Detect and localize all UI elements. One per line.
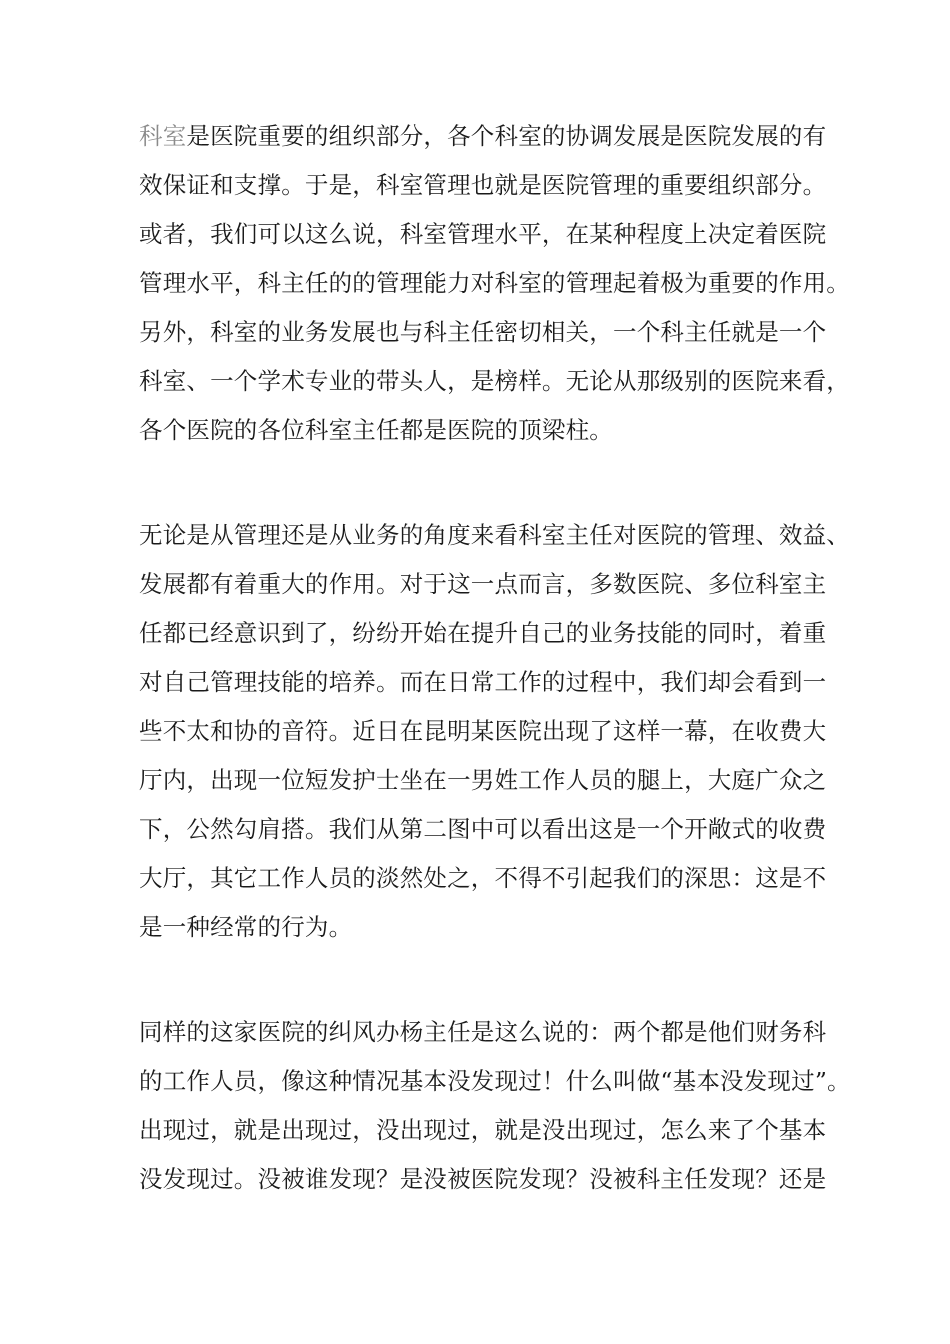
- text-line: 出现过，就是出现过，没出现过，就是没出现过，怎么来了个基本: [139, 1116, 827, 1144]
- text-line: 科室、一个学术专业的带头人，是榜样。无论从那级别的医院来看，: [139, 367, 850, 395]
- text-line: 效保证和支撑。于是，科室管理也就是医院管理的重要组织部分。: [139, 171, 827, 199]
- text-line: 发展都有着重大的作用。对于这一点而言，多数医院、多位科室主: [139, 570, 827, 598]
- text-line: 大厅，其它工作人员的淡然处之，不得不引起我们的深思：这是不: [139, 864, 827, 892]
- text-line: 些不太和协的音符。近日在昆明某医院出现了这样一幕，在收费大: [139, 717, 827, 745]
- paragraph-2: [139, 511, 859, 952]
- keyword-link[interactable]: 科室: [139, 122, 187, 150]
- text-line: 的工作人员，像这种情况基本没发现过！什么叫做“基本没发现过”。: [139, 1067, 851, 1095]
- text-line: 没发现过。没被谁发现？是没被医院发现？没被科主任发现？还是: [139, 1165, 827, 1193]
- text-line: 对自己管理技能的培养。而在日常工作的过程中，我们却会看到一: [139, 668, 827, 696]
- text-line: 或者，我们可以这么说，科室管理水平，在某种程度上决定着医院: [139, 220, 827, 248]
- text-line: 下，公然勾肩搭。我们从第二图中可以看出这是一个开敞式的收费: [139, 815, 827, 843]
- text-line: 无论是从管理还是从业务的角度来看科室主任对医院的管理、效益、: [139, 521, 850, 549]
- paragraph-3: [139, 1008, 859, 1204]
- text-line: 另外，科室的业务发展也与科主任密切相关，一个科主任就是一个: [139, 318, 827, 346]
- text-line: 各个医院的各位科室主任都是医院的顶梁柱。: [139, 416, 613, 444]
- text-line: 管理水平，科主任的的管理能力对科室的管理起着极为重要的作用。: [139, 269, 850, 297]
- paragraph-1: [139, 112, 859, 455]
- text-line: 任都已经意识到了，纷纷开始在提升自己的业务技能的同时，着重: [139, 619, 827, 647]
- line-text: 是医院重要的组织部分，各个科室的协调发展是医院发展的有: [186, 122, 827, 150]
- text-line: 是一种经常的行为。: [139, 913, 353, 941]
- text-line: 厅内，出现一位短发护士坐在一男姓工作人员的腿上，大庭广众之: [139, 766, 827, 794]
- text-line: 同样的这家医院的纠风办杨主任是这么说的：两个都是他们财务科: [139, 1018, 827, 1046]
- text-line: [139, 112, 859, 161]
